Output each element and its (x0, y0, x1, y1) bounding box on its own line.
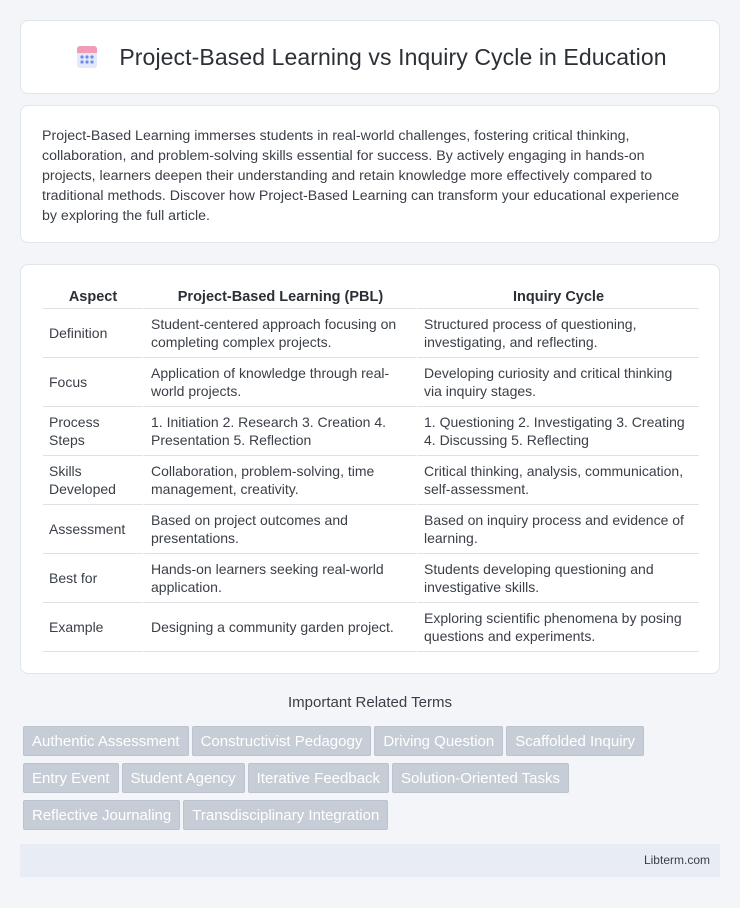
comparison-table-card (20, 264, 720, 674)
header-inquiry: Inquiry Cycle (416, 283, 699, 309)
cell-aspect: Definition (43, 309, 143, 358)
related-term-tag[interactable]: Student Agency (122, 763, 245, 793)
footer (20, 844, 720, 877)
table-row (43, 456, 699, 505)
cell-aspect: Best for (43, 554, 143, 603)
intro-text: Project-Based Learning immerses students in real-world challenges, fostering critical thinking, collaboration, and problem-solving skills essential for success. By actively engaging in hands-on projects, learners deepen their understanding and retain knowledge more effectively compared to traditional methods. Discover how Project-Based Learning can transform your educational experience by exploring the full article. (42, 128, 680, 224)
cell-pbl: Student-centered approach focusing on completing complex projects. (143, 309, 416, 358)
related-terms-list (23, 726, 723, 837)
related-term-tag[interactable]: Iterative Feedback (248, 763, 389, 793)
cell-inquiry: Critical thinking, analysis, communication, self-assessment. (416, 456, 699, 505)
cell-inquiry: 1. Questioning 2. Investigating 3. Creating 4. Discussing 5. Reflecting (416, 407, 699, 456)
cell-pbl: Application of knowledge through real-world projects. (143, 358, 416, 407)
table-row (43, 554, 699, 603)
intro-card (20, 105, 720, 243)
related-terms-title: Important Related Terms (288, 694, 452, 711)
cell-aspect: Skills Developed (43, 456, 143, 505)
cell-pbl: 1. Initiation 2. Research 3. Creation 4. Presentation 5. Reflection (143, 407, 416, 456)
cell-aspect: Assessment (43, 505, 143, 554)
comparison-table (43, 283, 699, 652)
header-card (20, 20, 720, 94)
related-term-tag[interactable]: Entry Event (23, 763, 119, 793)
cell-aspect: Process Steps (43, 407, 143, 456)
cell-pbl: Designing a community garden project. (143, 603, 416, 652)
related-term-tag[interactable]: Solution-Oriented Tasks (392, 763, 569, 793)
calendar-icon (73, 43, 101, 71)
related-term-tag[interactable]: Driving Question (374, 726, 503, 756)
cell-inquiry: Exploring scientific phenomena by posing questions and experiments. (416, 603, 699, 652)
cell-inquiry: Based on inquiry process and evidence of learning. (416, 505, 699, 554)
cell-pbl: Hands-on learners seeking real-world application. (143, 554, 416, 603)
cell-inquiry: Students developing questioning and investigative skills. (416, 554, 699, 603)
related-term-tag[interactable]: Constructivist Pedagogy (192, 726, 372, 756)
page-title: Project-Based Learning vs Inquiry Cycle in Education (119, 43, 667, 70)
related-term-tag[interactable]: Authentic Assessment (23, 726, 189, 756)
related-term-tag[interactable]: Scaffolded Inquiry (506, 726, 644, 756)
table-header-row (43, 283, 699, 309)
table-row (43, 505, 699, 554)
cell-aspect: Example (43, 603, 143, 652)
table-row (43, 309, 699, 358)
header-aspect: Aspect (43, 283, 143, 309)
cell-inquiry: Developing curiosity and critical thinking via inquiry stages. (416, 358, 699, 407)
table-row (43, 407, 699, 456)
related-term-tag[interactable]: Reflective Journaling (23, 800, 180, 830)
footer-site-link[interactable]: Libterm.com (643, 853, 710, 867)
table-row (43, 358, 699, 407)
table-row (43, 603, 699, 652)
related-term-tag[interactable]: Transdisciplinary Integration (183, 800, 388, 830)
cell-inquiry: Structured process of questioning, investigating, and reflecting. (416, 309, 699, 358)
header-pbl: Project-Based Learning (PBL) (143, 283, 416, 309)
cell-pbl: Based on project outcomes and presentations. (143, 505, 416, 554)
cell-aspect: Focus (43, 358, 143, 407)
cell-pbl: Collaboration, problem-solving, time management, creativity. (143, 456, 416, 505)
